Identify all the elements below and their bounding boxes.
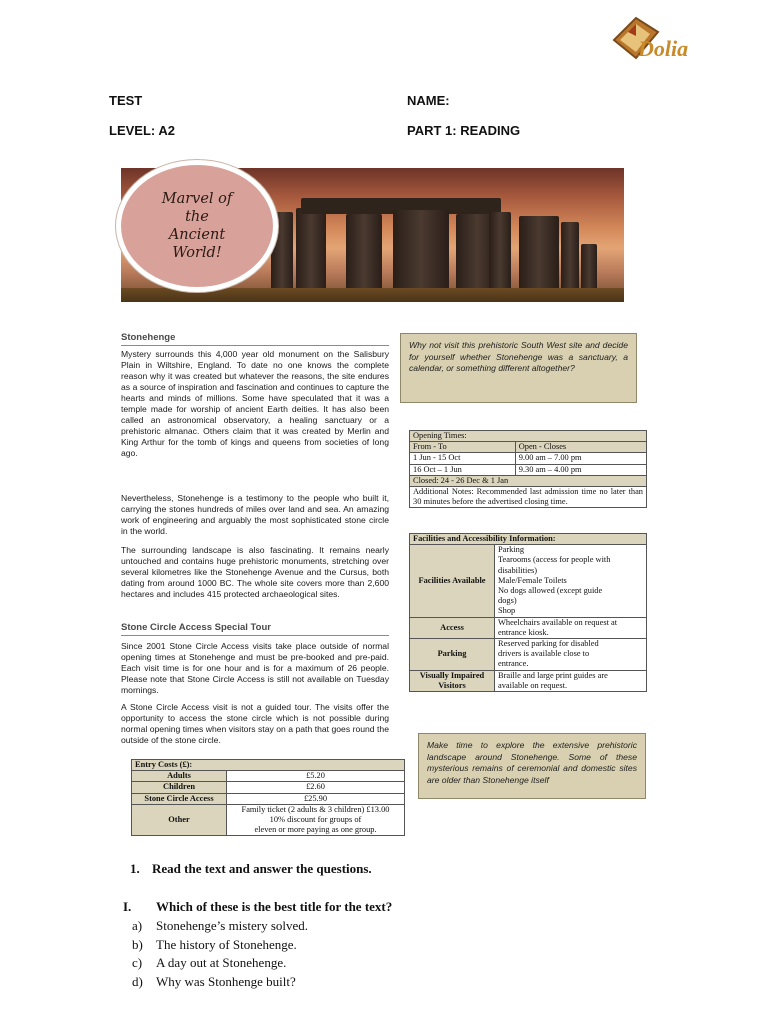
- cell-line: Male/Female Toilets: [498, 575, 567, 585]
- cell-line: Family ticket (2 adults & 3 children) £13.00: [241, 804, 390, 814]
- table-cell: [495, 545, 647, 617]
- callout-box: Make time to explore the extensive prehistoric landscape around Stonehenge. Some of these mysterious remains of ceremonial and domestic sites are older than Stonehenge itself: [418, 733, 646, 799]
- column-header: Open - Closes: [515, 442, 646, 453]
- cell-line: eleven or more paying as one group.: [254, 825, 377, 835]
- row-label: Facilities Available: [410, 545, 495, 617]
- badge-text: Marvel of the Ancient World!: [161, 191, 233, 261]
- table-title: Entry Costs (£):: [132, 760, 405, 771]
- option-text[interactable]: The history of Stonehenge.: [156, 937, 297, 952]
- table-cell: [495, 617, 647, 638]
- article-paragraph: The surrounding landscape is also fascinating. It remains nearly untouched and contains huge prehistoric monuments, stretching over several kilometres like the Stonehenge Avenue and the Cursus, both dating from around 1000 BC. The whole site covers more than 2,600 hectares and includes 415 protected archaeological sites.: [121, 545, 389, 599]
- table-cell: 9.00 am – 7.00 pm: [515, 453, 646, 464]
- option-letter: b): [132, 937, 143, 952]
- question-text: Which of these is the best title for the text?: [156, 899, 393, 914]
- table-cell: 1 Jun - 15 Oct: [410, 453, 516, 464]
- table-cell: 16 Oct – 1 Jun: [410, 464, 516, 475]
- opening-times-table: [409, 430, 647, 508]
- row-label: Children: [132, 782, 227, 793]
- option-text[interactable]: Stonehenge’s mistery solved.: [156, 918, 309, 933]
- question-number: I.: [123, 899, 132, 914]
- option-letter: a): [132, 918, 143, 933]
- table-cell: [495, 639, 647, 671]
- cell-line: Reserved parking for disabled: [498, 639, 599, 649]
- column-header: From - To: [410, 442, 516, 453]
- table-title: Facilities and Accessibility Information:: [410, 534, 647, 545]
- table-cell: £5.20: [227, 771, 405, 782]
- row-label: Visually Impaired Visitors: [410, 670, 495, 691]
- table-cell: [227, 804, 405, 836]
- facilities-table: [409, 533, 647, 692]
- task-instruction: Read the text and answer the questions.: [152, 861, 372, 876]
- cell-line: 10% discount for groups of: [269, 815, 362, 825]
- cell-line: Parking: [498, 545, 525, 555]
- row-label: Adults: [132, 771, 227, 782]
- cell-line: entrance.: [498, 659, 529, 669]
- logo: [606, 10, 716, 82]
- article-paragraph: Since 2001 Stone Circle Access visits take place outside of normal opening times at Stonehenge and must be pre-booked and pre-paid. Each visit time is for one hour and is for a maximum of 26 people. Please note that Stone Circle Access is still not available on Tuesday mornings.: [121, 641, 389, 695]
- cell-line: entrance kiosk.: [498, 627, 549, 637]
- name-label: NAME:: [407, 93, 450, 108]
- table-cell: Additional Notes: Recommended last admission time no later than 30 minutes before the advertised closing time.: [410, 487, 647, 508]
- option-letter: c): [132, 955, 143, 970]
- test-label: TEST: [109, 93, 143, 108]
- cell-line: Tearooms (access for people with: [498, 555, 611, 565]
- cell-line: disabilities): [498, 565, 538, 575]
- row-label: Access: [410, 617, 495, 638]
- option-text[interactable]: A day out at Stonehenge.: [156, 955, 287, 970]
- row-label: Stone Circle Access: [132, 793, 227, 804]
- article-title: Stonehenge: [121, 332, 389, 346]
- table-cell: [495, 670, 647, 691]
- cell-line: Shop: [498, 606, 516, 616]
- cell-line: available on request.: [498, 680, 568, 690]
- article-paragraph: Nevertheless, Stonehenge is a testimony to the people who built it, carrying the stones hundreds of miles over land and sea. An amazing work of engineering and arguably the most sophisticated stone circle in the world.: [121, 493, 389, 536]
- table-title: Opening Times:: [410, 431, 647, 442]
- entry-costs-table: [131, 759, 405, 836]
- tour-title: Stone Circle Access Special Tour: [121, 622, 389, 636]
- level-label: LEVEL: A2: [109, 123, 175, 138]
- option-text[interactable]: Why was Stonhenge built?: [156, 974, 296, 989]
- article-paragraph: A Stone Circle Access visit is not a guided tour. The visits offer the opportunity to access the stone circle which is not possible during normal opening times when visitors stay on a path that goes round the outside of the stone circle.: [121, 702, 389, 744]
- callout-box: Why not visit this prehistoric South West site and decide for yourself whether Stonehenge was a sanctuary, a calendar, or something different altogether?: [400, 333, 637, 403]
- cell-line: Braille and large print guides are: [498, 670, 608, 680]
- cell-line: Wheelchairs available on request at: [498, 617, 618, 627]
- table-cell: £25.90: [227, 793, 405, 804]
- part-label: PART 1: READING: [407, 123, 521, 138]
- row-label: Parking: [410, 639, 495, 671]
- option-letter: d): [132, 974, 143, 989]
- table-cell: 9.30 am – 4.00 pm: [515, 464, 646, 475]
- table-cell: Closed: 24 - 26 Dec & 1 Jan: [410, 475, 647, 486]
- row-label: Other: [132, 804, 227, 836]
- table-cell: £2.60: [227, 782, 405, 793]
- logo-text: Dolia: [638, 36, 689, 61]
- cell-line: No dogs allowed (except guide: [498, 586, 603, 596]
- banner-badge: [116, 160, 278, 292]
- cell-line: drivers is available close to: [498, 649, 590, 659]
- article-paragraph: Mystery surrounds this 4,000 year old monument on the Salisbury Plain in Wiltshire, England. To date no one knows the complete reason why it was created but whatever the reasons, the site endures as a source of inspiration and fascination and continues to capture the hearts and minds of millions. Some have speculated that it was a temple made for worship of ancient Earth deities. It has also been called an astronomical observatory, a healing sanctuary or a prehistoric almanac. Others claim that it was created by Merlin and King Arthur for the tomb of kings and queens from societies of long ago.: [121, 349, 389, 458]
- cell-line: dogs): [498, 596, 517, 606]
- task-number: 1.: [130, 861, 140, 876]
